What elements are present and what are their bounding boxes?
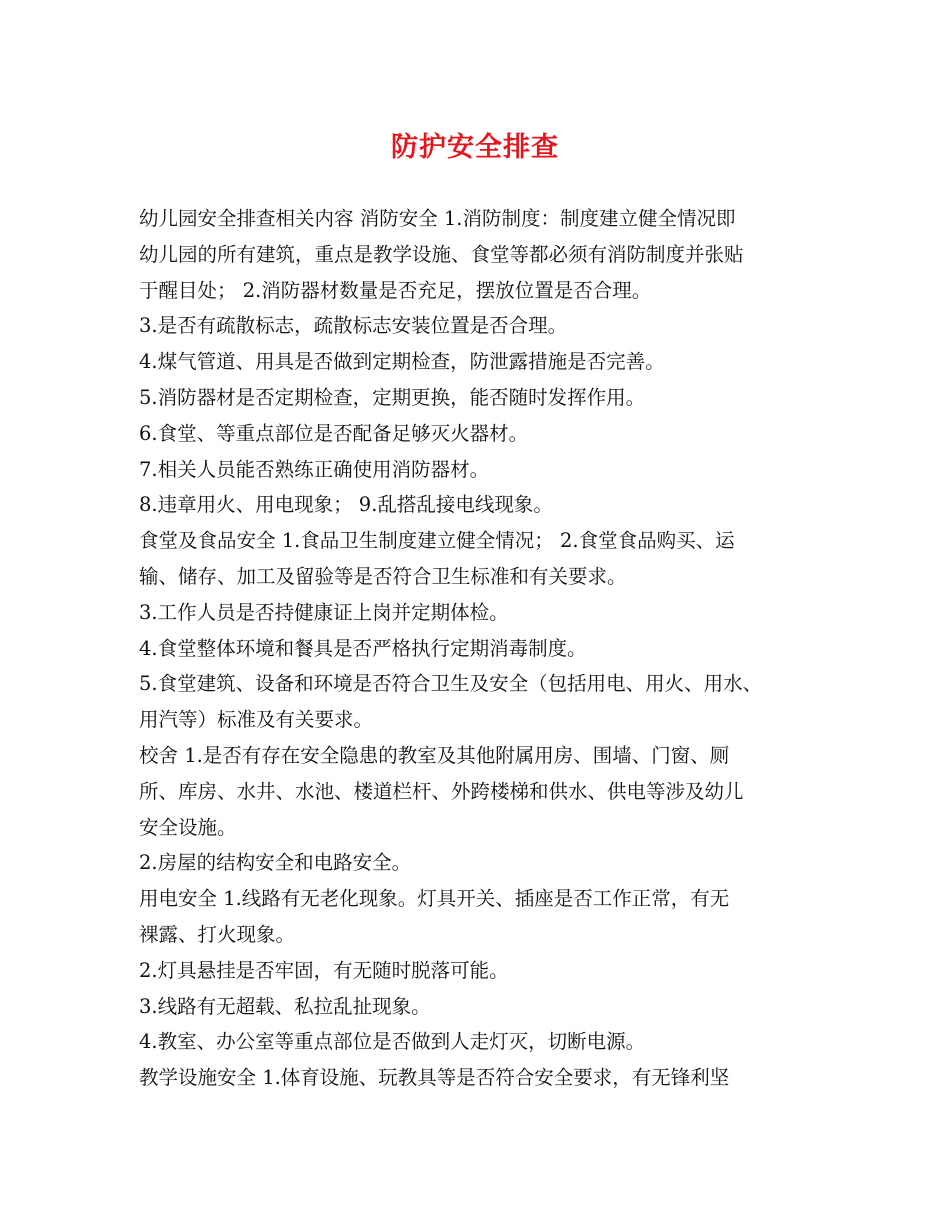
text-line: 3.线路有无超载、私拉乱扯现象。 [139, 994, 431, 1018]
text-line: 幼儿园的所有建筑，重点是教学设施、食堂等都必须有消防制度并张贴 [139, 242, 744, 266]
document-body [139, 201, 839, 1096]
text-line: 6.食堂、等重点部位是否配备足够灭火器材。 [139, 421, 529, 445]
text-line: 2.房屋的结构安全和电路安全。 [139, 851, 412, 875]
text-line: 校舍 1.是否有存在安全隐患的教室及其他附属用房、围墙、门窗、厕 [139, 743, 730, 767]
text-line: 8.违章用火、用电现象； 9.乱搭乱接电线现象。 [139, 493, 553, 517]
text-line: 4.教室、办公室等重点部位是否做到人走灯灭，切断电源。 [139, 1030, 646, 1054]
text-line: 5.消防器材是否定期检查，定期更换，能否随时发挥作用。 [139, 385, 646, 409]
text-line: 幼儿园安全排查相关内容 消防安全 1.消防制度：制度建立健全情况即 [139, 207, 736, 230]
text-line: 安全设施。 [139, 815, 237, 839]
text-line: 用汽等）标准及有关要求。 [139, 708, 374, 732]
text-line: 3.是否有疏散标志，疏散标志安装位置是否合理。 [139, 314, 568, 338]
text-line: 用电安全 1.线路有无老化现象。灯具开关、插座是否工作正常，有无 [139, 887, 730, 911]
text-line: 教学设施安全 1.体育设施、玩教具等是否符合安全要求，有无锋利坚 [139, 1066, 730, 1090]
text-line: 所、库房、水井、水池、楼道栏杆、外跨楼梯和供水、供电等涉及幼儿 [139, 779, 744, 803]
text-line: 食堂及食品安全 1.食品卫生制度建立健全情况； 2.食堂食品购买、运 [139, 529, 735, 553]
text-line: 2.灯具悬挂是否牢固，有无随时脱落可能。 [139, 958, 509, 982]
page-title: 防护安全排查 [391, 132, 559, 163]
text-line: 于醒目处； 2.消防器材数量是否充足，摆放位置是否合理。 [139, 278, 652, 302]
text-line: 裸露、打火现象。 [139, 922, 296, 946]
text-line: 4.煤气管道、用具是否做到定期检查，防泄露措施是否完善。 [139, 350, 665, 374]
text-line: 4.食堂整体环境和餐具是否严格执行定期消毒制度。 [139, 636, 587, 660]
text-line: 3.工作人员是否持健康证上岗并定期体检。 [139, 600, 509, 624]
text-line: 7.相关人员能否熟练正确使用消防器材。 [139, 457, 490, 481]
text-line: 输、储存、加工及留验等是否符合卫生标准和有关要求。 [139, 564, 627, 588]
text-line: 5.食堂建筑、设备和环境是否符合卫生及安全（包括用电、用火、用水、 [139, 672, 763, 696]
